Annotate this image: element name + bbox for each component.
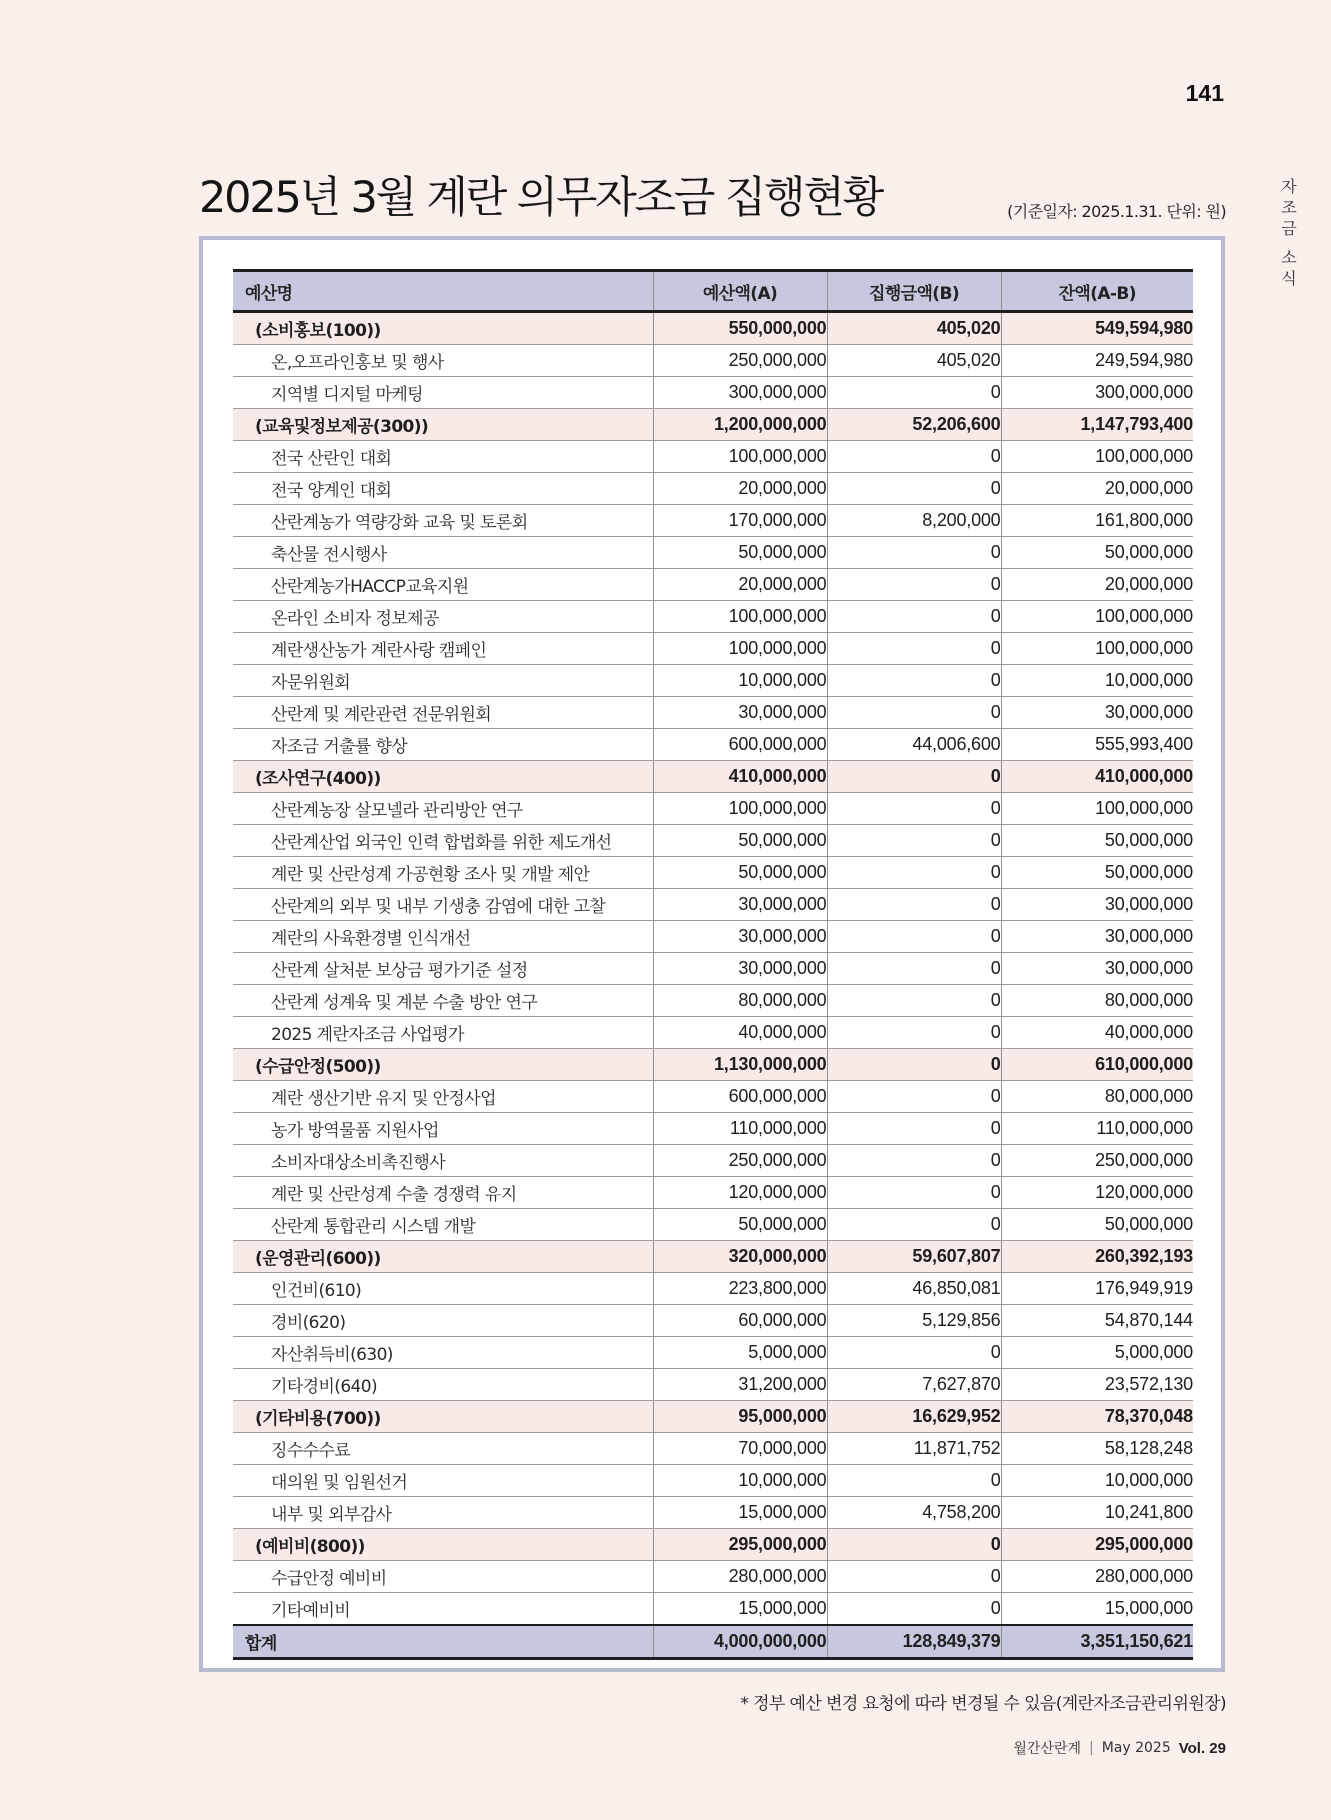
balance-amount: 161,800,000 <box>1001 505 1193 537</box>
table-row <box>233 505 1193 537</box>
balance-amount: 10,000,000 <box>1001 1465 1193 1497</box>
budget-amount: 100,000,000 <box>653 601 827 633</box>
executed-amount: 0 <box>827 953 1001 985</box>
category-row <box>233 1049 1193 1081</box>
category-row <box>233 761 1193 793</box>
budget-amount: 80,000,000 <box>653 985 827 1017</box>
section-side-label <box>1279 176 1299 289</box>
executed-amount: 0 <box>827 857 1001 889</box>
side-label-char: 금 <box>1281 219 1297 238</box>
budget-amount: 1,200,000,000 <box>653 409 827 441</box>
page-footer <box>1013 1738 1226 1758</box>
table-row <box>233 1145 1193 1177</box>
balance-amount: 20,000,000 <box>1001 569 1193 601</box>
executed-amount: 0 <box>827 697 1001 729</box>
budget-item-name: 경비(620) <box>233 1305 653 1337</box>
executed-amount: 0 <box>827 377 1001 409</box>
balance-amount: 100,000,000 <box>1001 601 1193 633</box>
table-row <box>233 1209 1193 1241</box>
table-row <box>233 1369 1193 1401</box>
executed-amount: 0 <box>827 1049 1001 1081</box>
budget-item-name: 징수수수료 <box>233 1433 653 1465</box>
executed-amount: 0 <box>827 921 1001 953</box>
budget-amount: 10,000,000 <box>653 1465 827 1497</box>
budget-amount: 30,000,000 <box>653 697 827 729</box>
budget-item-name: 축산물 전시행사 <box>233 537 653 569</box>
balance-amount: 250,000,000 <box>1001 1145 1193 1177</box>
balance-amount: 20,000,000 <box>1001 473 1193 505</box>
budget-item-name: 수급안정 예비비 <box>233 1561 653 1593</box>
budget-amount: 60,000,000 <box>653 1305 827 1337</box>
budget-amount: 550,000,000 <box>653 312 827 345</box>
budget-item-name: 산란계 통합관리 시스템 개발 <box>233 1209 653 1241</box>
executed-amount: 0 <box>827 633 1001 665</box>
header-budget-name: 예산명 <box>233 271 653 312</box>
budget-item-name: 지역별 디지털 마케팅 <box>233 377 653 409</box>
budget-item-name: 자산취득비(630) <box>233 1337 653 1369</box>
budget-execution-table <box>233 269 1193 1660</box>
balance-amount: 30,000,000 <box>1001 697 1193 729</box>
executed-amount: 52,206,600 <box>827 409 1001 441</box>
budget-item-name: 전국 양계인 대회 <box>233 473 653 505</box>
executed-amount: 0 <box>827 761 1001 793</box>
budget-item-name: 소비자대상소비촉진행사 <box>233 1145 653 1177</box>
balance-amount: 15,000,000 <box>1001 1593 1193 1626</box>
table-row <box>233 1081 1193 1113</box>
total-label: 합계 <box>233 1625 653 1659</box>
table-row <box>233 697 1193 729</box>
table-row <box>233 985 1193 1017</box>
balance-amount: 30,000,000 <box>1001 889 1193 921</box>
table-row <box>233 601 1193 633</box>
table-row <box>233 345 1193 377</box>
category-row <box>233 1529 1193 1561</box>
balance-amount: 40,000,000 <box>1001 1017 1193 1049</box>
table-body <box>233 312 1193 1626</box>
balance-amount: 295,000,000 <box>1001 1529 1193 1561</box>
category-row <box>233 312 1193 345</box>
balance-amount: 50,000,000 <box>1001 825 1193 857</box>
table-row <box>233 441 1193 473</box>
budget-amount: 295,000,000 <box>653 1529 827 1561</box>
side-label-char: 자 <box>1281 177 1297 196</box>
budget-amount: 31,200,000 <box>653 1369 827 1401</box>
balance-amount: 80,000,000 <box>1001 985 1193 1017</box>
total-row <box>233 1625 1193 1659</box>
budget-amount: 20,000,000 <box>653 473 827 505</box>
executed-amount: 0 <box>827 825 1001 857</box>
executed-amount: 0 <box>827 1593 1001 1626</box>
budget-item-name: 인건비(610) <box>233 1273 653 1305</box>
budget-item-name: 산란계 살처분 보상금 평가기준 설정 <box>233 953 653 985</box>
budget-item-name: 계란의 사육환경별 인식개선 <box>233 921 653 953</box>
table-row <box>233 1337 1193 1369</box>
budget-amount: 70,000,000 <box>653 1433 827 1465</box>
table-row <box>233 1017 1193 1049</box>
budget-amount: 250,000,000 <box>653 345 827 377</box>
budget-amount: 110,000,000 <box>653 1113 827 1145</box>
executed-amount: 0 <box>827 1177 1001 1209</box>
balance-amount: 260,392,193 <box>1001 1241 1193 1273</box>
table-row <box>233 537 1193 569</box>
table-row <box>233 1177 1193 1209</box>
budget-amount: 50,000,000 <box>653 825 827 857</box>
executed-amount: 0 <box>827 537 1001 569</box>
budget-item-name: 온,오프라인홍보 및 행사 <box>233 345 653 377</box>
balance-amount: 58,128,248 <box>1001 1433 1193 1465</box>
budget-amount: 1,130,000,000 <box>653 1049 827 1081</box>
budget-amount: 600,000,000 <box>653 729 827 761</box>
budget-amount: 120,000,000 <box>653 1177 827 1209</box>
side-label-char: 소 <box>1281 248 1297 267</box>
table-row <box>233 1497 1193 1529</box>
balance-amount: 30,000,000 <box>1001 953 1193 985</box>
executed-amount: 5,129,856 <box>827 1305 1001 1337</box>
balance-amount: 10,000,000 <box>1001 665 1193 697</box>
executed-amount: 8,200,000 <box>827 505 1001 537</box>
executed-amount: 405,020 <box>827 345 1001 377</box>
balance-amount: 249,594,980 <box>1001 345 1193 377</box>
total-executed: 128,849,379 <box>827 1625 1001 1659</box>
executed-amount: 0 <box>827 985 1001 1017</box>
balance-amount: 176,949,919 <box>1001 1273 1193 1305</box>
executed-amount: 0 <box>827 1561 1001 1593</box>
budget-item-name: 산란계산업 외국인 인력 합법화를 위한 제도개선 <box>233 825 653 857</box>
executed-amount: 0 <box>827 1209 1001 1241</box>
budget-item-name: 자문위원회 <box>233 665 653 697</box>
volume-number: Vol. 29 <box>1178 1739 1226 1757</box>
executed-amount: 7,627,870 <box>827 1369 1001 1401</box>
table-row <box>233 825 1193 857</box>
table-row <box>233 633 1193 665</box>
budget-amount: 10,000,000 <box>653 665 827 697</box>
balance-amount: 120,000,000 <box>1001 1177 1193 1209</box>
total-balance: 3,351,150,621 <box>1001 1625 1193 1659</box>
executed-amount: 0 <box>827 1145 1001 1177</box>
balance-amount: 30,000,000 <box>1001 921 1193 953</box>
table-row <box>233 1465 1193 1497</box>
table-row <box>233 377 1193 409</box>
executed-amount: 405,020 <box>827 312 1001 345</box>
header-executed-amount: 집행금액(B) <box>827 271 1001 312</box>
budget-item-name: 계란생산농가 계란사랑 캠페인 <box>233 633 653 665</box>
balance-amount: 23,572,130 <box>1001 1369 1193 1401</box>
budget-item-name: 계란 생산기반 유지 및 안정사업 <box>233 1081 653 1113</box>
page-title: 2025년 3월 계란 의무자조금 집행현황 <box>199 173 883 223</box>
table-row <box>233 889 1193 921</box>
balance-amount: 549,594,980 <box>1001 312 1193 345</box>
budget-item-name: 산란계 및 계란관련 전문위원회 <box>233 697 653 729</box>
budget-amount: 600,000,000 <box>653 1081 827 1113</box>
budget-item-name: 온라인 소비자 정보제공 <box>233 601 653 633</box>
balance-amount: 80,000,000 <box>1001 1081 1193 1113</box>
magazine-name: 월간산란계 <box>1013 1741 1081 1757</box>
budget-item-name: 계란 및 산란성계 가공현황 조사 및 개발 제안 <box>233 857 653 889</box>
table-row <box>233 953 1193 985</box>
budget-amount: 20,000,000 <box>653 569 827 601</box>
budget-amount: 280,000,000 <box>653 1561 827 1593</box>
budget-item-name: 전국 산란인 대회 <box>233 441 653 473</box>
balance-amount: 78,370,048 <box>1001 1401 1193 1433</box>
budget-item-name: 기타예비비 <box>233 1593 653 1626</box>
budget-amount: 5,000,000 <box>653 1337 827 1369</box>
budget-amount: 15,000,000 <box>653 1593 827 1626</box>
executed-amount: 59,607,807 <box>827 1241 1001 1273</box>
budget-amount: 170,000,000 <box>653 505 827 537</box>
header-budget-amount: 예산액(A) <box>653 271 827 312</box>
table-row <box>233 1305 1193 1337</box>
budget-amount: 300,000,000 <box>653 377 827 409</box>
table-row <box>233 857 1193 889</box>
balance-amount: 100,000,000 <box>1001 441 1193 473</box>
balance-amount: 555,993,400 <box>1001 729 1193 761</box>
executed-amount: 0 <box>827 601 1001 633</box>
budget-item-name: 대의원 및 임원선거 <box>233 1465 653 1497</box>
balance-amount: 110,000,000 <box>1001 1113 1193 1145</box>
budget-item-name: 농가 방역물품 지원사업 <box>233 1113 653 1145</box>
executed-amount: 11,871,752 <box>827 1433 1001 1465</box>
budget-item-name: 산란계 성계육 및 계분 수출 방안 연구 <box>233 985 653 1017</box>
balance-amount: 300,000,000 <box>1001 377 1193 409</box>
budget-item-name: (소비홍보(100)) <box>233 312 653 345</box>
budget-amount: 30,000,000 <box>653 953 827 985</box>
side-label-char: 식 <box>1281 269 1297 288</box>
table-row <box>233 1593 1193 1626</box>
budget-item-name: 계란 및 산란성계 수출 경쟁력 유지 <box>233 1177 653 1209</box>
table-row <box>233 1113 1193 1145</box>
executed-amount: 0 <box>827 1113 1001 1145</box>
executed-amount: 16,629,952 <box>827 1401 1001 1433</box>
budget-item-name: 산란계농가 역량강화 교육 및 토론회 <box>233 505 653 537</box>
table-row <box>233 729 1193 761</box>
balance-amount: 50,000,000 <box>1001 857 1193 889</box>
balance-amount: 280,000,000 <box>1001 1561 1193 1593</box>
budget-item-name: 기타경비(640) <box>233 1369 653 1401</box>
balance-amount: 50,000,000 <box>1001 1209 1193 1241</box>
budget-amount: 30,000,000 <box>653 889 827 921</box>
budget-item-name: (수급안정(500)) <box>233 1049 653 1081</box>
balance-amount: 54,870,144 <box>1001 1305 1193 1337</box>
executed-amount: 0 <box>827 473 1001 505</box>
budget-item-name: (조사연구(400)) <box>233 761 653 793</box>
executed-amount: 0 <box>827 889 1001 921</box>
executed-amount: 0 <box>827 665 1001 697</box>
category-row <box>233 409 1193 441</box>
page-number: 141 <box>1185 80 1224 106</box>
budget-item-name: 산란계농장 살모넬라 관리방안 연구 <box>233 793 653 825</box>
table-header-row <box>233 271 1193 312</box>
table-row <box>233 665 1193 697</box>
table-row <box>233 1433 1193 1465</box>
balance-amount: 100,000,000 <box>1001 633 1193 665</box>
executed-amount: 44,006,600 <box>827 729 1001 761</box>
budget-amount: 320,000,000 <box>653 1241 827 1273</box>
budget-amount: 15,000,000 <box>653 1497 827 1529</box>
executed-amount: 0 <box>827 1081 1001 1113</box>
budget-amount: 100,000,000 <box>653 441 827 473</box>
executed-amount: 4,758,200 <box>827 1497 1001 1529</box>
table-row <box>233 1561 1193 1593</box>
executed-amount: 46,850,081 <box>827 1273 1001 1305</box>
table-frame <box>199 236 1225 1672</box>
budget-amount: 50,000,000 <box>653 1209 827 1241</box>
executed-amount: 0 <box>827 1017 1001 1049</box>
budget-item-name: 내부 및 외부감사 <box>233 1497 653 1529</box>
budget-item-name: (예비비(800)) <box>233 1529 653 1561</box>
header-balance: 잔액(A-B) <box>1001 271 1193 312</box>
budget-amount: 40,000,000 <box>653 1017 827 1049</box>
executed-amount: 0 <box>827 569 1001 601</box>
table-row <box>233 793 1193 825</box>
executed-amount: 0 <box>827 1337 1001 1369</box>
footer-separator: | <box>1089 1740 1094 1756</box>
executed-amount: 0 <box>827 1529 1001 1561</box>
budget-item-name: 산란계의 외부 및 내부 기생충 감염에 대한 고찰 <box>233 889 653 921</box>
budget-amount: 223,800,000 <box>653 1273 827 1305</box>
budget-amount: 95,000,000 <box>653 1401 827 1433</box>
budget-amount: 30,000,000 <box>653 921 827 953</box>
category-row <box>233 1241 1193 1273</box>
budget-item-name: 2025 계란자조금 사업평가 <box>233 1017 653 1049</box>
table-row <box>233 1273 1193 1305</box>
balance-amount: 100,000,000 <box>1001 793 1193 825</box>
balance-amount: 5,000,000 <box>1001 1337 1193 1369</box>
balance-amount: 1,147,793,400 <box>1001 409 1193 441</box>
budget-item-name: (운영관리(600)) <box>233 1241 653 1273</box>
table-row <box>233 921 1193 953</box>
total-budget: 4,000,000,000 <box>653 1625 827 1659</box>
table-row <box>233 569 1193 601</box>
balance-amount: 10,241,800 <box>1001 1497 1193 1529</box>
footnote: * 정부 예산 변경 요청에 따라 변경될 수 있음(계란자조금관리위원장) <box>740 1694 1226 1714</box>
balance-amount: 610,000,000 <box>1001 1049 1193 1081</box>
budget-item-name: 자조금 거출률 향상 <box>233 729 653 761</box>
table-row <box>233 473 1193 505</box>
executed-amount: 0 <box>827 793 1001 825</box>
budget-amount: 250,000,000 <box>653 1145 827 1177</box>
side-label-char: 조 <box>1281 198 1297 217</box>
category-row <box>233 1401 1193 1433</box>
budget-amount: 100,000,000 <box>653 793 827 825</box>
executed-amount: 0 <box>827 1465 1001 1497</box>
budget-amount: 50,000,000 <box>653 857 827 889</box>
budget-item-name: (교육및정보제공(300)) <box>233 409 653 441</box>
executed-amount: 0 <box>827 441 1001 473</box>
balance-amount: 410,000,000 <box>1001 761 1193 793</box>
budget-amount: 100,000,000 <box>653 633 827 665</box>
budget-item-name: 산란계농가HACCP교육지원 <box>233 569 653 601</box>
issue-date: May 2025 <box>1101 1740 1171 1756</box>
balance-amount: 50,000,000 <box>1001 537 1193 569</box>
budget-amount: 50,000,000 <box>653 537 827 569</box>
budget-amount: 410,000,000 <box>653 761 827 793</box>
budget-item-name: (기타비용(700)) <box>233 1401 653 1433</box>
basis-date-note: (기준일자: 2025.1.31. 단위: 원) <box>1007 202 1226 221</box>
